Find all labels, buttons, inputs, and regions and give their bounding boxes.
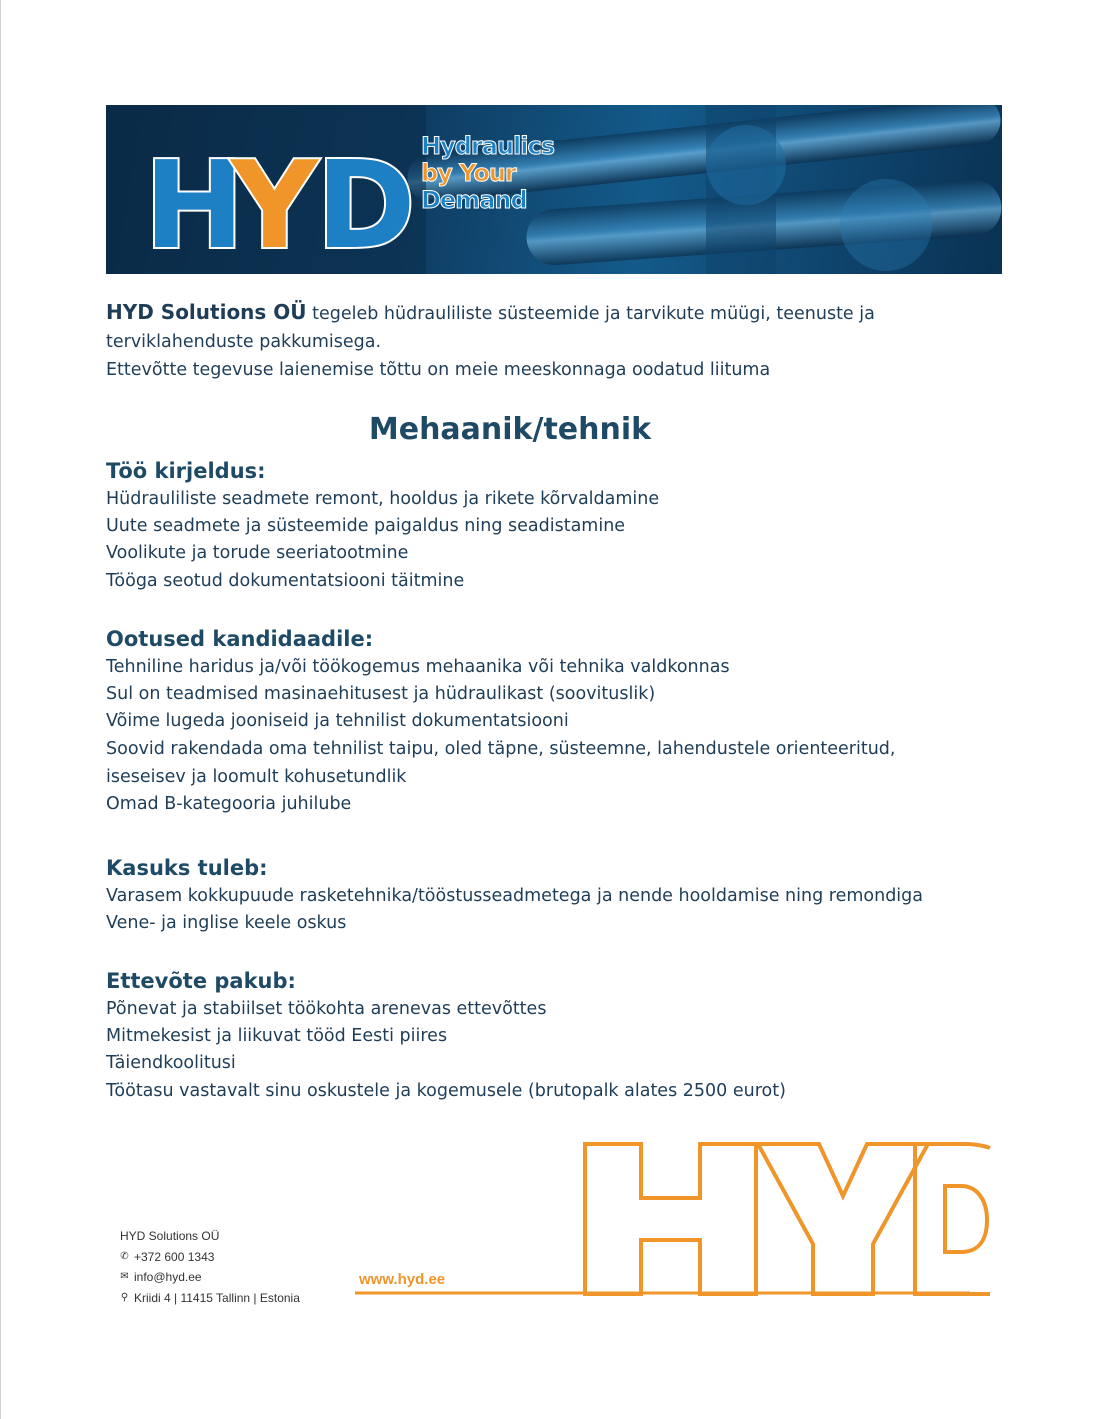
section-job-description xyxy=(106,456,1006,595)
intro-paragraph xyxy=(106,298,986,384)
intro-line-1 xyxy=(106,298,986,328)
list-item: Võime lugeda jooniseid ja tehnilist dokumentatsiooni xyxy=(106,711,569,732)
phone-icon: ✆ xyxy=(120,1250,129,1262)
footer-company: HYD Solutions OÜ xyxy=(120,1229,220,1243)
list-item: Tööga seotud dokumentatsiooni täitmine xyxy=(106,570,465,591)
mail-icon: ✉ xyxy=(120,1271,129,1282)
section-heading: Ettevõte pakub: xyxy=(106,969,296,993)
list-item: Tehniline haridus ja/või töökogemus mehaanika või tehnika valdkonnas xyxy=(106,657,730,677)
svg-text:D: D xyxy=(316,137,416,274)
footer-address xyxy=(120,1288,300,1309)
section-heading: Töö kirjeldus: xyxy=(106,459,266,483)
header-banner xyxy=(106,105,1002,274)
section-heading: Ootused kandidaadile: xyxy=(106,627,374,651)
job-title: Mehaanik/tehnik xyxy=(368,412,652,447)
footer-email xyxy=(120,1267,300,1288)
list-item: Töötasu vastavalt sinu oskustele ja kogemusele (brutopalk alates 2500 eurot) xyxy=(106,1080,786,1101)
tagline-line-2: by Your xyxy=(421,159,516,187)
list-item: Voolikute ja torude seeriatootmine xyxy=(106,543,409,564)
section-advantages xyxy=(106,853,1006,937)
company-name: HYD Solutions OÜ xyxy=(106,300,307,324)
page-edge xyxy=(0,0,1,1419)
hyd-logo xyxy=(106,105,1002,274)
list-item: Uute seadmete ja süsteemide paigaldus ning seadistamine xyxy=(106,516,626,537)
list-item: Vene- ja inglise keele oskus xyxy=(106,913,347,934)
list-item: Varasem kokkupuude rasketehnika/tööstusseadmetega ja nende hooldamise ning remondiga xyxy=(106,886,923,906)
section-expectations xyxy=(106,624,1006,818)
list-item: Täiendkoolitusi xyxy=(106,1053,236,1074)
intro-line-1-text: tegeleb hüdrauliliste süsteemide ja tarvikute müügi, teenuste ja xyxy=(306,304,875,324)
section-heading: Kasuks tuleb: xyxy=(106,856,268,880)
footer-phone xyxy=(120,1247,300,1268)
address-text: Kriidi 4 | 11415 Tallinn | Estonia xyxy=(134,1290,300,1305)
list-item: Soovid rakendada oma tehnilist taipu, oled täpne, süsteemne, lahendustele orienteeritud, xyxy=(106,738,896,759)
phone-number[interactable]: +372 600 1343 xyxy=(134,1249,215,1264)
svg-text:Y: Y xyxy=(231,137,318,274)
svg-text:H: H xyxy=(144,137,245,274)
list-item: Mitmekesist ja liikuvat tööd Eesti piires xyxy=(106,1026,448,1047)
list-item: Omad B-kategooria juhilube xyxy=(106,794,352,815)
footer-hyd-logo xyxy=(355,1138,995,1302)
website-link[interactable]: www.hyd.ee xyxy=(359,1271,446,1288)
list-item: Põnevat ja stabiilset töökohta arenevas ettevõttes xyxy=(106,999,547,1019)
intro-line-3: Ettevõtte tegevuse laienemise tõttu on meie meeskonnaga oodatud liituma xyxy=(106,360,771,380)
list-item: Hüdrauliliste seadmete remont, hooldus ja rikete kõrvaldamine xyxy=(106,489,660,509)
section-company-offers xyxy=(106,966,1006,1105)
email-address[interactable]: info@hyd.ee xyxy=(134,1270,202,1284)
location-pin-icon: ⚲ xyxy=(120,1291,129,1303)
list-item: iseseisev ja loomult kohusetundlik xyxy=(106,766,407,787)
footer-contact xyxy=(120,1226,300,1308)
tagline-line-1: Hydraulics xyxy=(421,132,554,160)
tagline xyxy=(421,133,554,214)
tagline-line-3: Demand xyxy=(421,186,527,214)
intro-line-2: terviklahenduste pakkumisega. xyxy=(106,332,382,352)
list-item: Sul on teadmised masinaehitusest ja hüdraulikast (soovituslik) xyxy=(106,684,656,705)
